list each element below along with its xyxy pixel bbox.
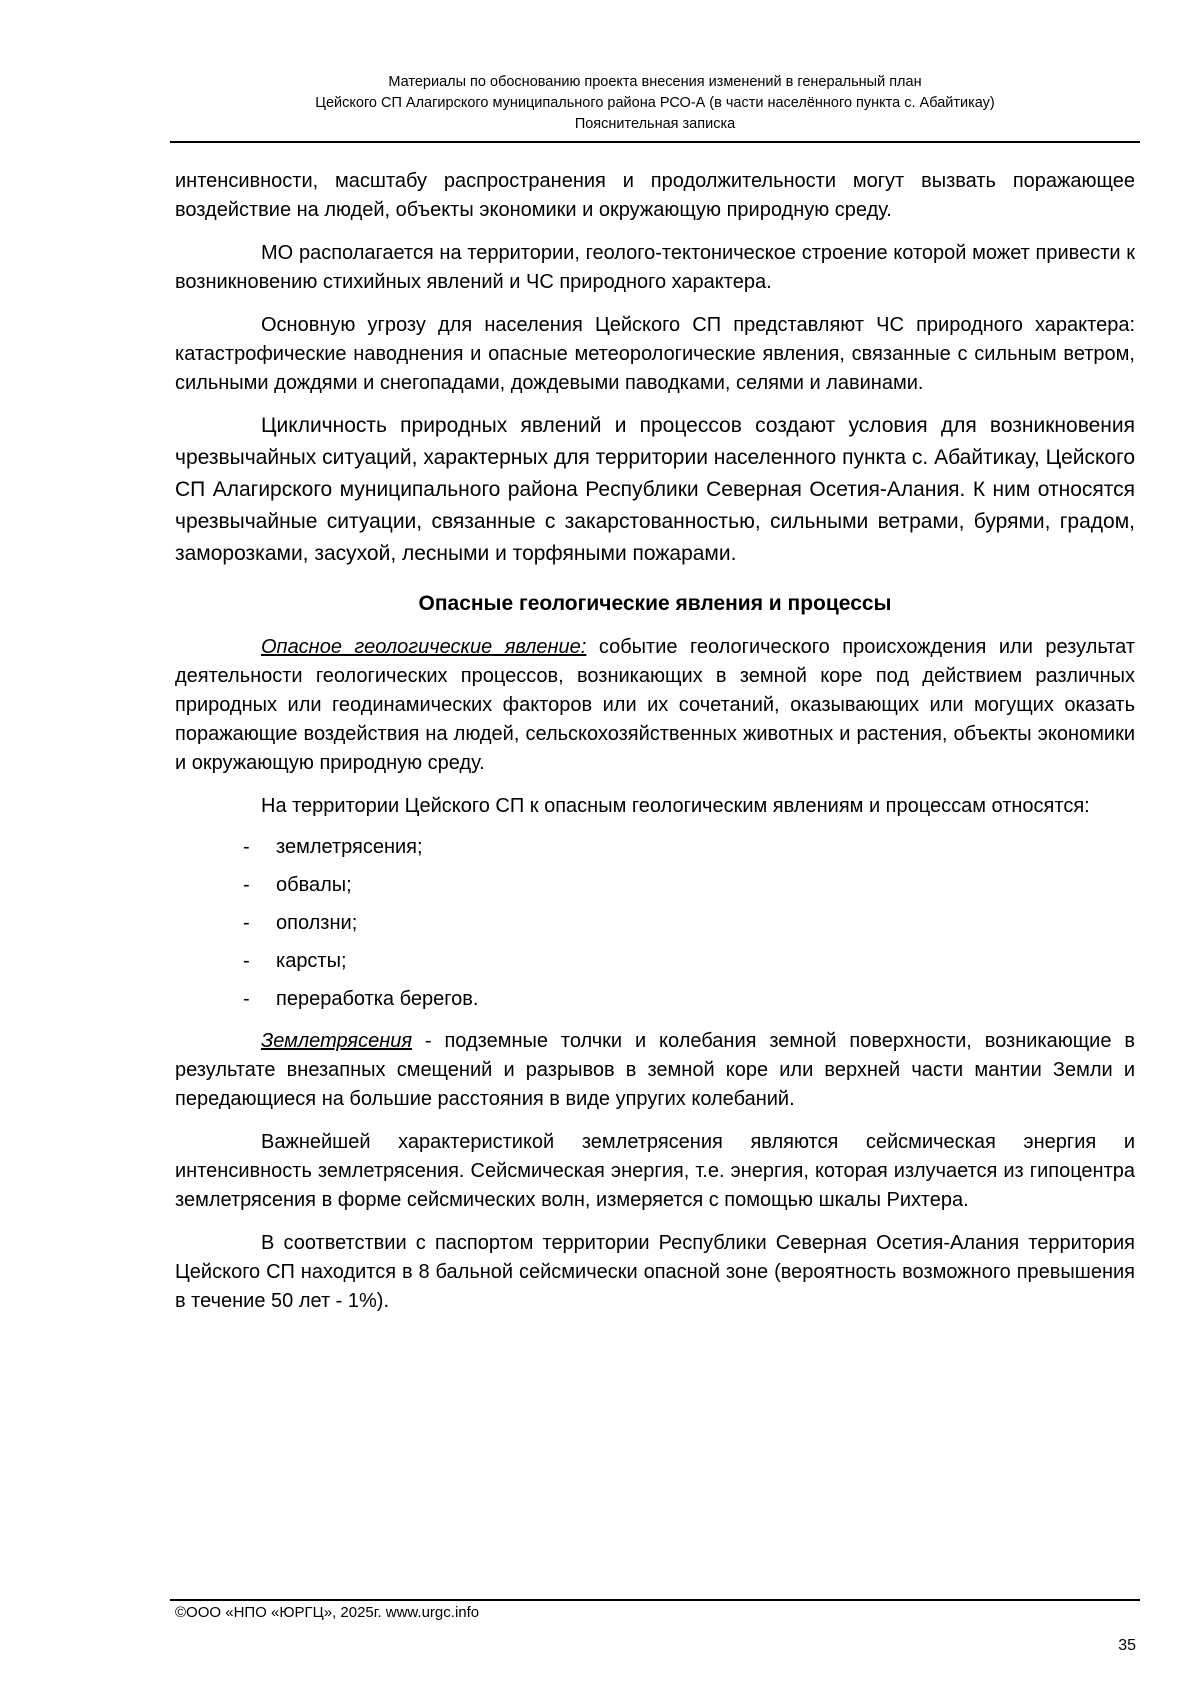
paragraph-earthquakes: [175, 1027, 1135, 1114]
list-item-text: переработка берегов.: [276, 988, 479, 1010]
definition-text: событие геологического происхождения или результат деятельности геологических процессов, возникающих в земной коре под действием различных природных или геодинамических факторов или их сочетаний, оказывающих или могущих оказать поражающие воздействия на людей, сельскохозяйственных животных и растения, объекты экономики и окружающую природную среду.: [175, 636, 1135, 774]
list-item-text: карсты;: [276, 950, 347, 972]
header-line-2: Цейского СП Алагирского муниципального района РСО-А (в части населённого пункта с. Абайтикау): [315, 95, 995, 111]
footer-divider: [170, 1599, 1140, 1601]
list-dash: -: [243, 874, 250, 896]
list-item: [175, 833, 1135, 861]
header-divider: [170, 141, 1140, 143]
header-line-3: Пояснительная записка: [574, 116, 736, 132]
hazard-list: [175, 833, 1135, 1013]
list-item-text: землетрясения;: [276, 836, 423, 858]
page-body: [175, 167, 1135, 1316]
section-heading: Опасные геологические явления и процессы: [418, 592, 892, 615]
paragraph-4: Цикличность природных явлений и процессов создают условия для возникновения чрезвычайных ситуаций, характерных для территории населенного пункта с. Абайтикау, Цейского СП Алагирского муниципального района Республики Северная Осетия-Алания. К ним относятся чрезвычайные ситуации, связанные с закарстованностью, сильными ветрами, бурями, градом, заморозками, засухой, лесными и торфяными пожарами.: [175, 414, 1135, 565]
list-item: [175, 871, 1135, 899]
footer-copyright: ©ООО «НПО «ЮРГЦ», 2025г. www.urgc.info: [175, 1604, 480, 1621]
list-dash: -: [243, 836, 250, 858]
list-item: [175, 909, 1135, 937]
definition-term: Опасное геологические явление:: [261, 636, 587, 658]
list-item: [175, 985, 1135, 1013]
paragraph-9: В соответствии с паспортом территории Республики Северная Осетия-Алания территория Цейского СП находится в 8 бальной сейсмически опасной зоне (вероятность возможного превышения в течение 50 лет - 1%).: [175, 1232, 1135, 1312]
header-line-1: Материалы по обоснованию проекта внесения изменений в генеральный план: [388, 74, 922, 90]
list-item: [175, 947, 1135, 975]
paragraph-6: На территории Цейского СП к опасным геологическим явлениям и процессам относятся:: [261, 795, 1090, 817]
list-item-text: оползни;: [276, 912, 358, 934]
paragraph-1: интенсивности, масштабу распространения и продолжительности могут вызвать поражающее воздействие на людей, объекты экономики и окружающую природную среду.: [175, 170, 1135, 221]
paragraph-definition: [175, 633, 1135, 778]
list-dash: -: [243, 912, 250, 934]
list-item-text: обвалы;: [276, 874, 352, 896]
paragraph-8: Важнейшей характеристикой землетрясения являются сейсмическая энергия и интенсивность землетрясения. Сейсмическая энергия, т.е. энергия, которая излучается из гипоцентра землетрясения в форме сейсмических волн, измеряется с помощью шкалы Рихтера.: [175, 1131, 1135, 1211]
paragraph-2: МО располагается на территории, геолого-тектоническое строение которой может привести к возникновению стихийных явлений и ЧС природного характера.: [175, 242, 1135, 293]
earthquakes-text: - подземные толчки и колебания земной поверхности, возникающие в результате внезапных смещений и разрывов в земной коре или верхней части мантии Земли и передающиеся на большие расстояния в виде упругих колебаний.: [175, 1030, 1135, 1110]
earthquakes-term: Землетрясения: [261, 1030, 413, 1052]
list-dash: -: [243, 988, 250, 1010]
list-dash: -: [243, 950, 250, 972]
page-header: [170, 72, 1140, 135]
page-number: 35: [1118, 1637, 1136, 1654]
paragraph-3: Основную угрозу для населения Цейского СП представляют ЧС природного характера: катастрофические наводнения и опасные метеорологические явления, связанные с сильным ветром, сильными дождями и снегопадами, дождевыми паводками, селями и лавинами.: [175, 314, 1135, 394]
